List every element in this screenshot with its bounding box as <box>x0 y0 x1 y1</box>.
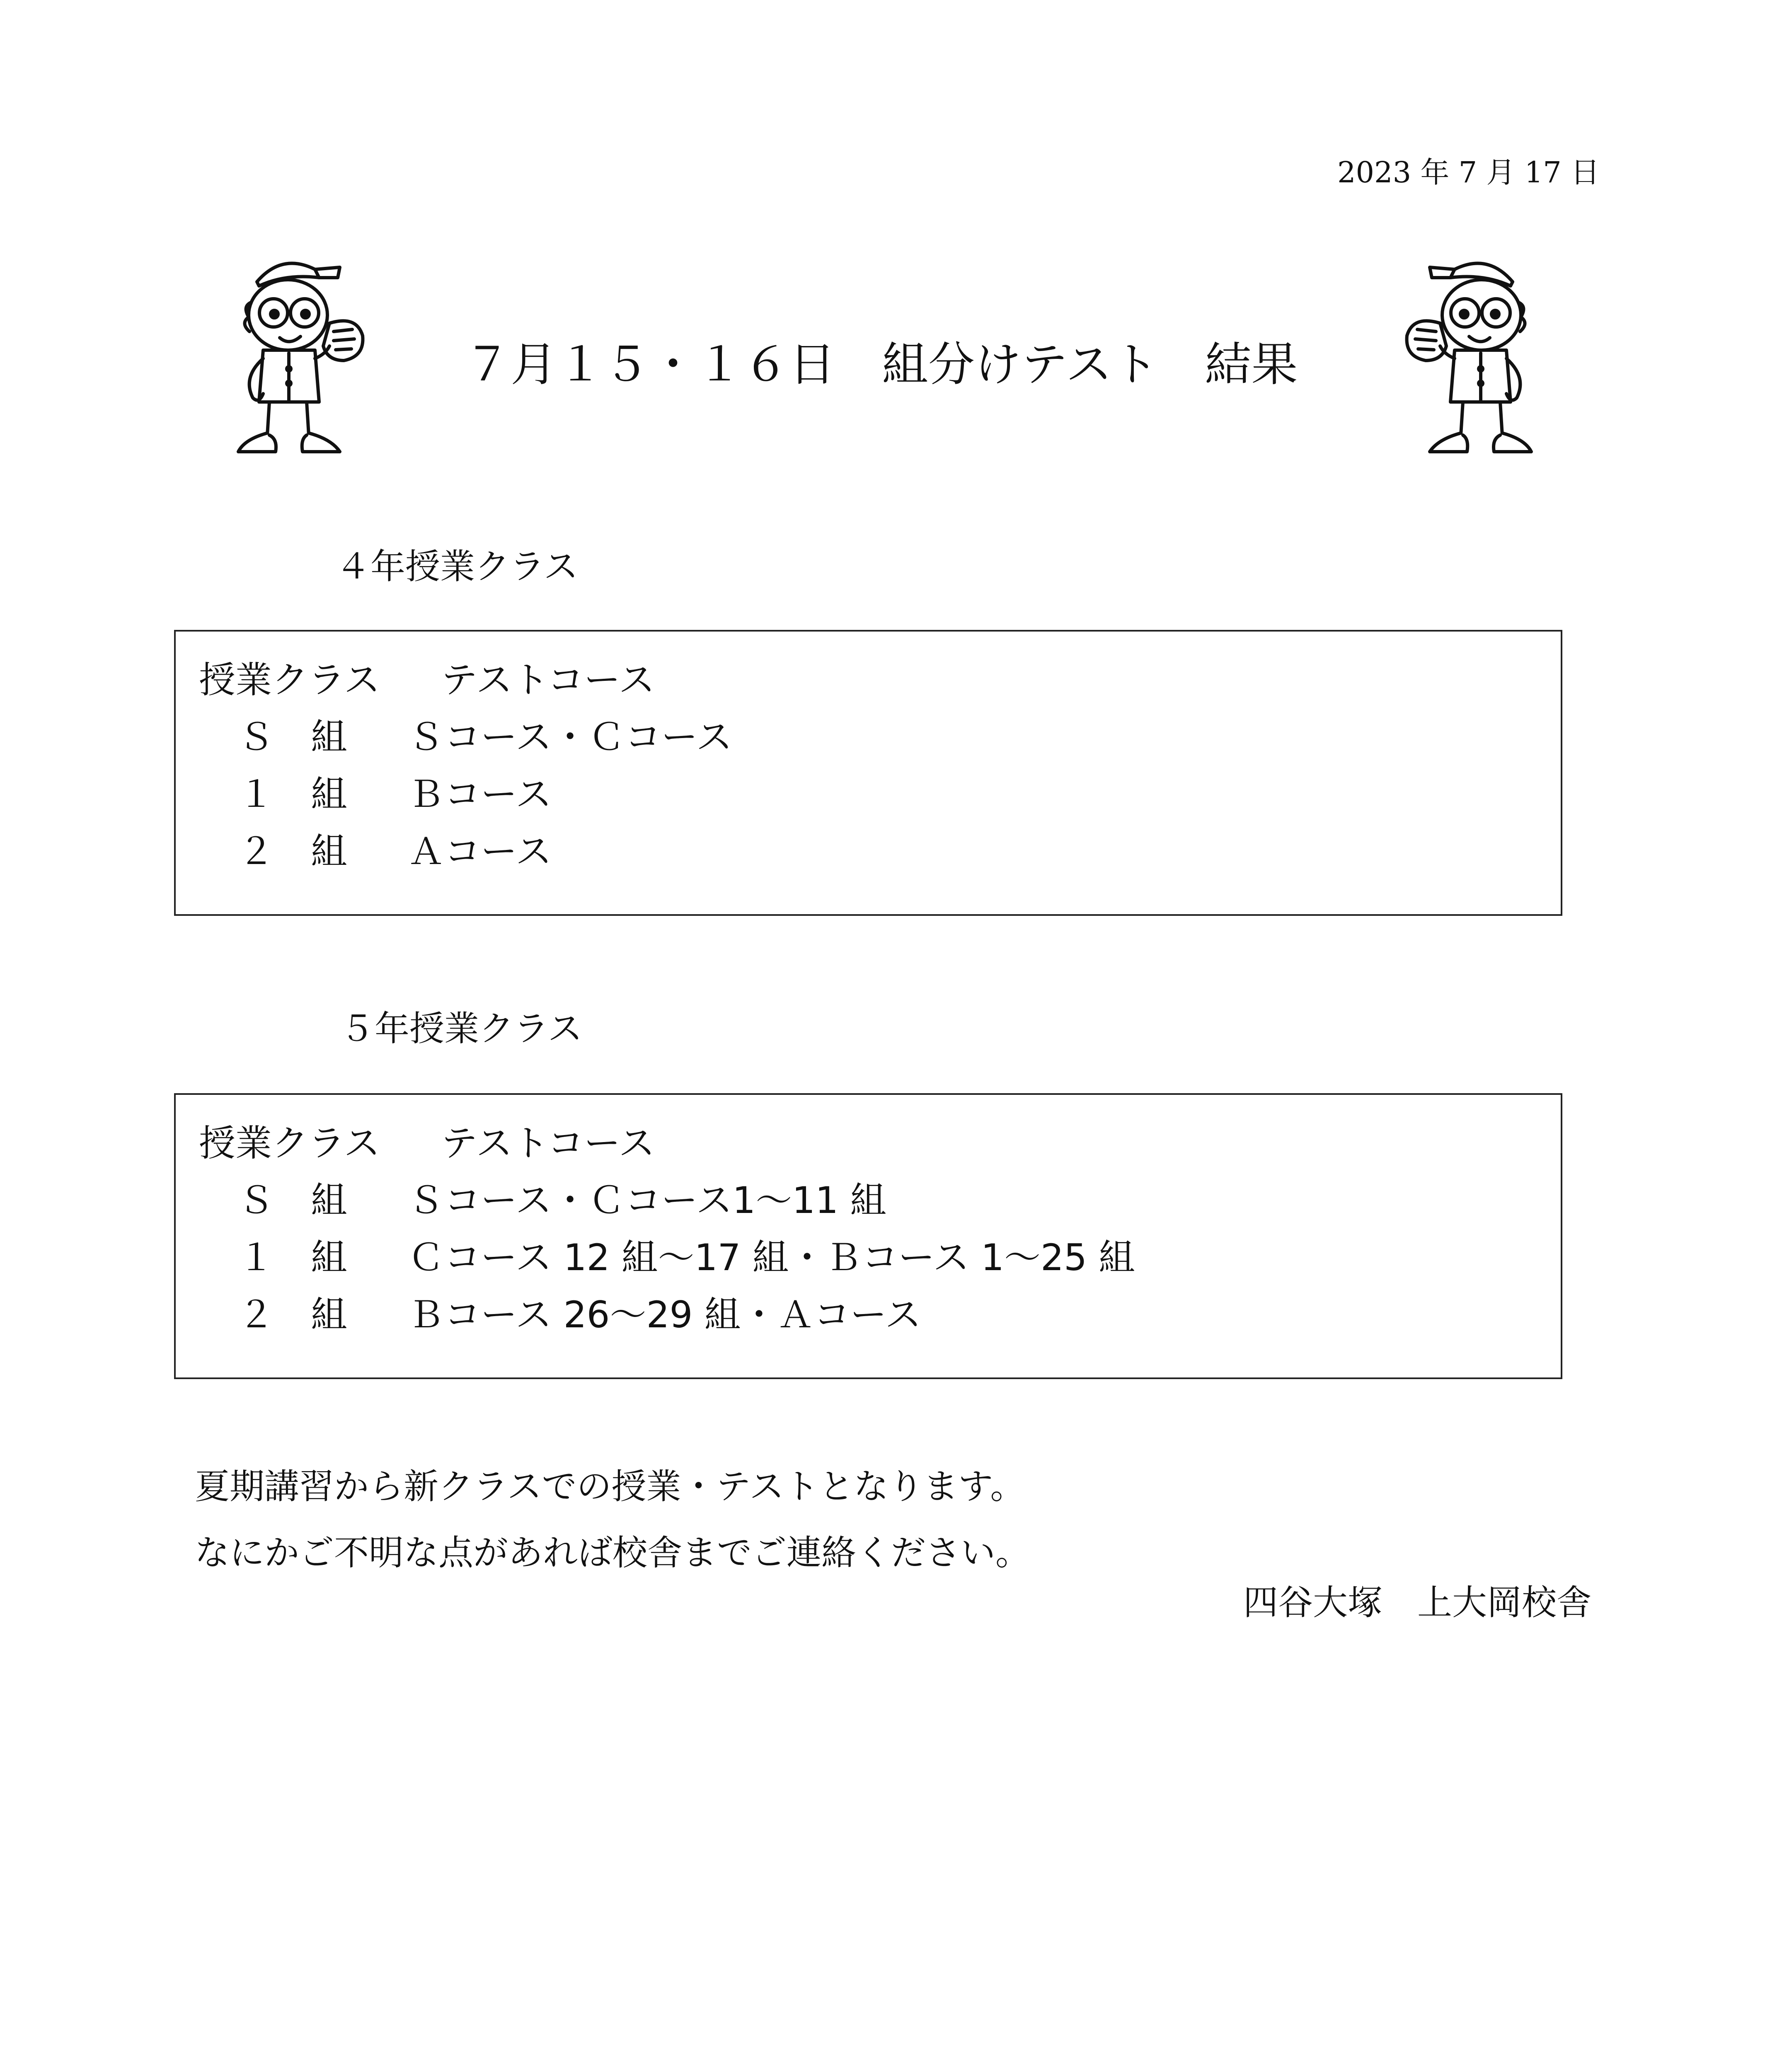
notice-line-1: 夏期講習から新クラスでの授業・テストとなります。 <box>195 1466 1025 1507</box>
document-date: 2023 年 7 月 17 日 <box>1337 155 1600 189</box>
grade5-row-course: Ｃコース 12 組～17 組・Ｂコース 1～25 組 <box>408 1236 1135 1279</box>
grade4-row-course: Ａコース <box>408 830 552 873</box>
grade4-row-class: Ｓ 組 <box>238 716 348 758</box>
grade5-header-class: 授業クラス <box>199 1122 380 1164</box>
grade4-row-class: １ 組 <box>238 773 348 816</box>
grade4-header-class: 授業クラス <box>199 658 380 701</box>
grade4-header-course: テストコース <box>441 658 655 701</box>
grade4-table <box>174 630 1562 916</box>
grade4-row-course: Ｓコース・Ｃコース <box>408 716 733 758</box>
grade4-row-class: ２ 組 <box>238 830 348 873</box>
grade5-table <box>174 1093 1562 1379</box>
mascot-right-icon <box>1397 244 1550 460</box>
school-signature: 四谷大塚 上大岡校舎 <box>1243 1582 1591 1623</box>
page-title: ７月１５・１６日 組分けテスト 結果 <box>464 338 1298 392</box>
mascot-left-icon <box>220 244 373 460</box>
grade5-row-class: ２ 組 <box>238 1293 348 1336</box>
grade5-heading: ５年授業クラス <box>340 1008 583 1049</box>
grade5-row-course: Ｓコース・Ｃコース1～11 組 <box>408 1179 887 1222</box>
grade5-row-course: Ｂコース 26～29 組・Ａコース <box>408 1293 922 1336</box>
notice-line-2: なにかご不明な点があれば校舎までご連絡ください。 <box>195 1532 1031 1573</box>
grade4-row-course: Ｂコース <box>408 773 552 816</box>
grade5-row-class: １ 組 <box>238 1236 348 1279</box>
grade5-header-course: テストコース <box>441 1122 655 1164</box>
grade4-heading: ４年授業クラス <box>336 546 579 587</box>
grade5-row-class: Ｓ 組 <box>238 1179 348 1222</box>
